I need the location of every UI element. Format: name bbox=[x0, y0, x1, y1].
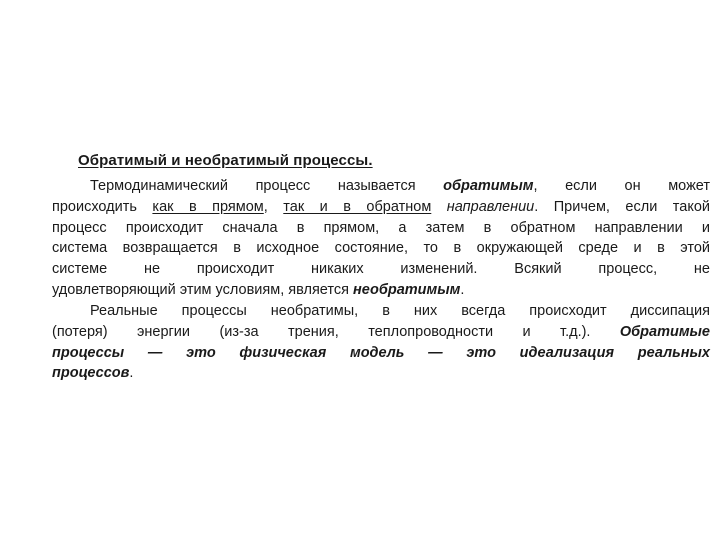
text-line: система возвращается в исходное состояние, то в окружающей среде и в этой bbox=[52, 240, 710, 257]
text-line bbox=[52, 363, 710, 384]
text-fragment: . Причем, если такой bbox=[534, 198, 711, 215]
text-line: процесс происходит сначала в прямом, а затем в обратном направлении и bbox=[52, 219, 710, 236]
underlined-forward: как в прямом bbox=[152, 198, 264, 215]
text-line bbox=[52, 280, 710, 301]
text-fragment: удовлетворяющий этим условиям, является bbox=[52, 281, 353, 298]
text-fragment: Термодинамический процесс называется bbox=[90, 178, 444, 194]
term-irreversible: необратимым bbox=[353, 281, 461, 298]
text-line bbox=[52, 322, 710, 343]
text-fragment bbox=[431, 199, 447, 215]
text-fragment: . bbox=[460, 281, 465, 298]
text-fragment: (потеря) энергии (из-за трения, теплопроводности и т.д.). bbox=[52, 323, 620, 340]
term-reversible: обратимым bbox=[443, 178, 534, 194]
text-fragment: . bbox=[129, 365, 134, 382]
term-processes: процессов bbox=[52, 365, 130, 382]
text-line bbox=[52, 197, 710, 218]
text-line-model-statement: процессы — это физическая модель — это идеализация реальных bbox=[52, 344, 710, 361]
paragraph-reversible-definition bbox=[52, 176, 710, 301]
term-reversible-processes: Обратимые bbox=[619, 323, 710, 340]
text-line: Реальные процессы необратимы, в них всегда происходит диссипация bbox=[90, 303, 710, 319]
section-heading: Обратимый и необратимый процессы. bbox=[78, 152, 373, 169]
term-direction: направлении bbox=[446, 198, 535, 215]
paragraph-real-processes bbox=[52, 301, 710, 384]
text-line: системе не происходит никаких изменений. Всякий процесс, не bbox=[52, 261, 710, 278]
text-fragment: , bbox=[263, 198, 284, 215]
underlined-backward: так и в обратном bbox=[283, 198, 432, 215]
text-fragment: происходить bbox=[52, 198, 153, 215]
text-line bbox=[52, 176, 710, 197]
text-fragment: , если он может bbox=[533, 178, 710, 194]
